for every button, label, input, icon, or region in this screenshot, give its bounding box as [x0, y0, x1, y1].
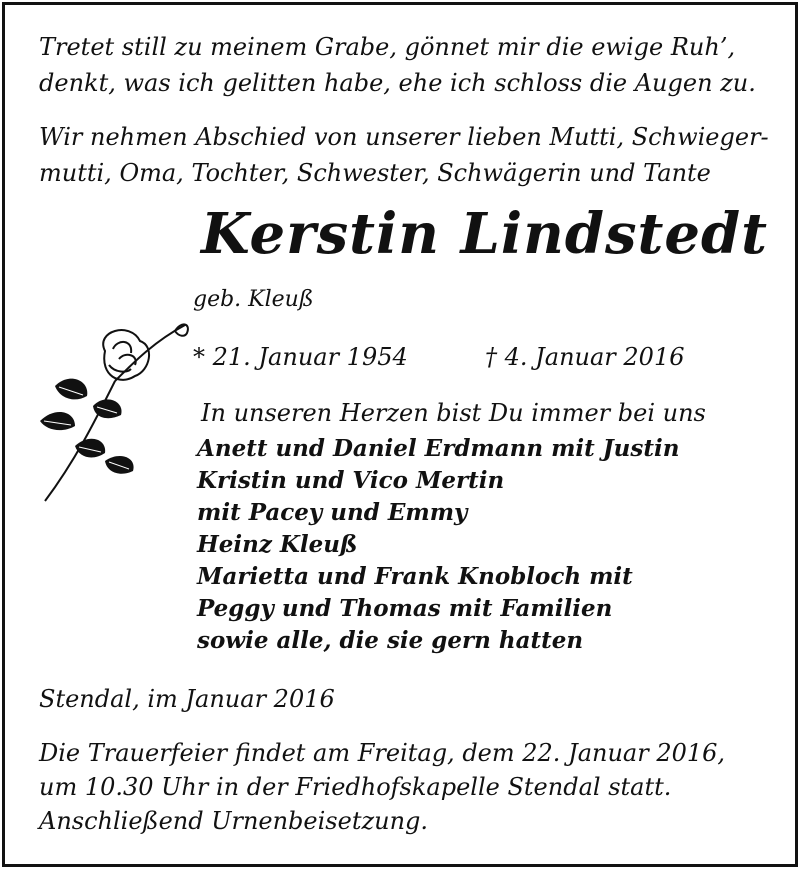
service-line-2: um 10.30 Uhr in der Friedhofskapelle Stendal statt. [39, 773, 672, 801]
mourner-line: Peggy und Thomas mit Familien [197, 595, 613, 622]
mourner-line: mit Pacey und Emmy [197, 499, 468, 526]
obituary-notice [2, 2, 798, 867]
mourner-line: Marietta und Frank Knobloch mit [197, 563, 633, 590]
farewell-line-2: mutti, Oma, Tochter, Schwester, Schwägerin und Tante [39, 159, 711, 187]
rose-icon [35, 311, 195, 511]
mourner-line: Anett und Daniel Erdmann mit Justin [197, 435, 680, 462]
mourner-line: Heinz Kleuß [197, 531, 358, 558]
intro-verse-line-2: denkt, was ich gelitten habe, ehe ich schloss die Augen zu. [39, 69, 756, 97]
mourner-line: Kristin und Vico Mertin [197, 467, 505, 494]
death-date: † 4. Januar 2016 [485, 343, 685, 371]
intro-verse-line-1: Tretet still zu meinem Grabe, gönnet mir die ewige Ruh’, [39, 33, 736, 61]
mourner-line: sowie alle, die sie gern hatten [197, 627, 584, 654]
service-line-3: Anschließend Urnenbeisetzung. [39, 807, 429, 835]
place-date: Stendal, im Januar 2016 [39, 685, 335, 713]
birth-date: * 21. Januar 1954 [193, 343, 408, 371]
farewell-line-1: Wir nehmen Abschied von unserer lieben Mutti, Schwieger- [39, 123, 769, 151]
motto: In unseren Herzen bist Du immer bei uns [201, 399, 706, 427]
maiden-name: geb. Kleuß [193, 287, 314, 312]
deceased-name: Kerstin Lindstedt [201, 201, 769, 267]
service-line-1: Die Trauerfeier findet am Freitag, dem 22. Januar 2016, [39, 739, 726, 767]
